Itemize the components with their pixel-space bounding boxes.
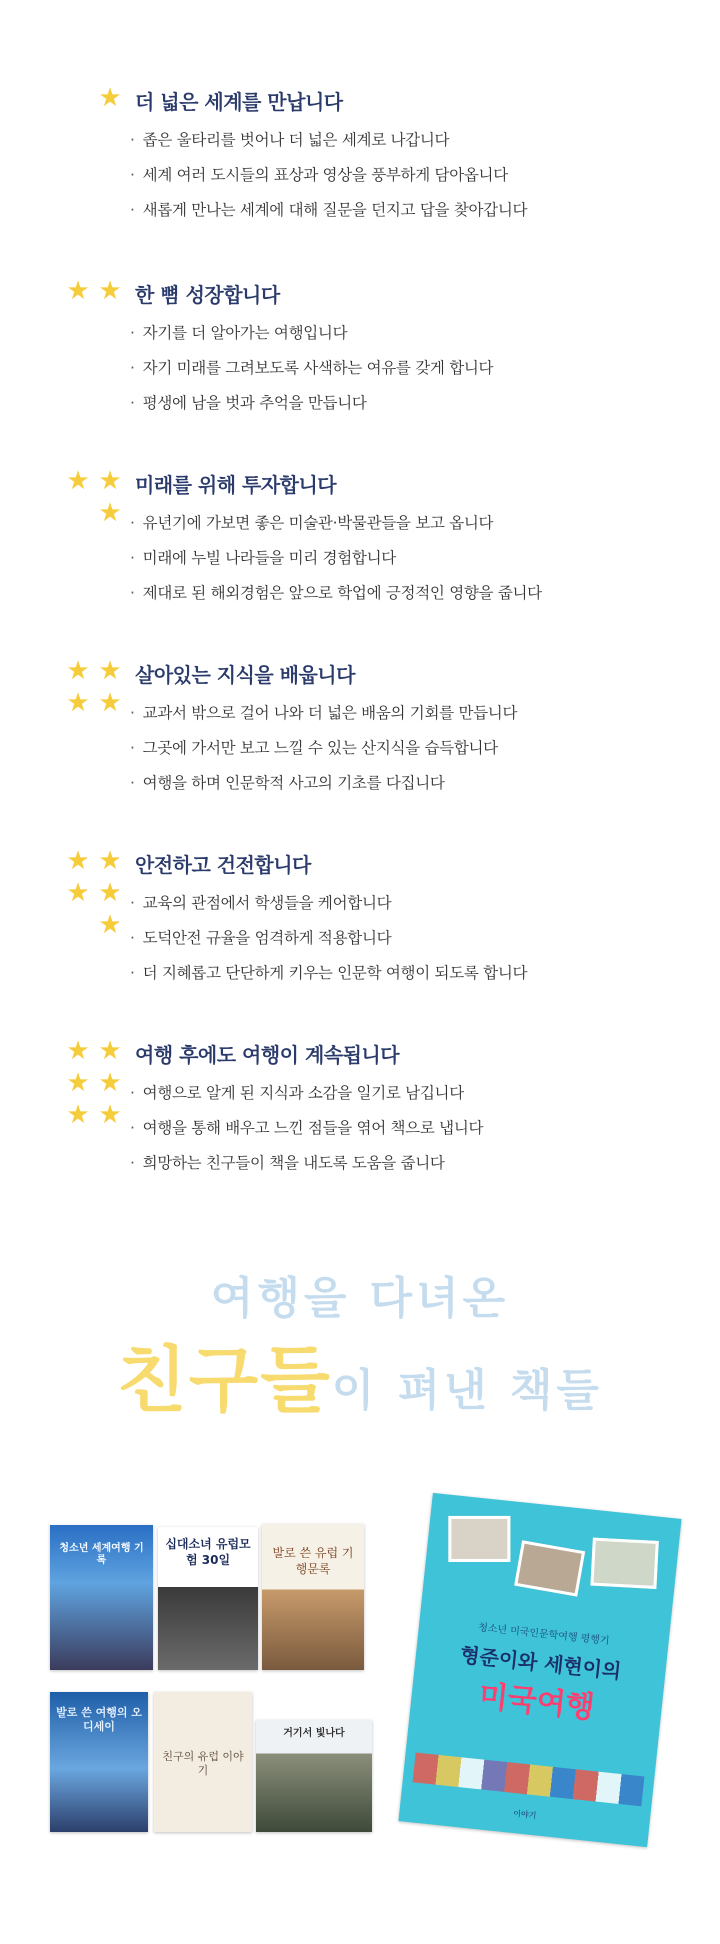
star-icon: ★ xyxy=(66,1036,90,1066)
book-subtitle: 청소년 미국인문학여행 평행기 xyxy=(477,1622,610,1648)
book-cover-3 xyxy=(262,1524,364,1670)
book-title: 친구의 유럽 이야기 xyxy=(162,1750,244,1778)
star-icon: ★ xyxy=(98,1100,122,1130)
list-item: · 제대로 된 해외경험은 앞으로 학업에 긍정적인 영향을 줍니다 xyxy=(130,576,542,611)
star-icon: ★ xyxy=(66,656,90,686)
section-title: 여행 후에도 여행이 계속됩니다 xyxy=(135,1043,400,1067)
item-list xyxy=(130,123,527,228)
list-item: · 여행을 통해 배우고 느낀 점들을 엮어 책으로 냅니다 xyxy=(130,1111,483,1146)
star-icon: ★ xyxy=(98,846,122,876)
section-title: 안전하고 건전합니다 xyxy=(135,853,311,877)
item-list xyxy=(130,316,493,421)
star-icon: ★ xyxy=(98,498,122,528)
star-icon: ★ xyxy=(98,878,122,908)
list-item: · 새롭게 만나는 세계에 대해 질문을 던지고 답을 찾아갑니다 xyxy=(130,193,527,228)
publisher: 이야기 xyxy=(512,1809,537,1821)
star-icon: ★ xyxy=(66,1100,90,1130)
item-list xyxy=(130,506,542,611)
item-list xyxy=(130,886,527,991)
book-cover-1 xyxy=(50,1525,153,1670)
book-title: 발로 쓴 유럽 기행문록 xyxy=(272,1546,354,1576)
list-item: · 세계 여러 도시들의 표상과 영상을 풍부하게 담아옵니다 xyxy=(130,158,527,193)
book-cover-2 xyxy=(158,1527,258,1670)
list-item: · 자기 미래를 그려보도록 사색하는 여유를 갖게 합니다 xyxy=(130,351,493,386)
book-title-highlight: 미국여행 xyxy=(477,1678,597,1726)
list-item: · 도덕안전 규율을 엄격하게 적용합니다 xyxy=(130,921,527,956)
star-icon: ★ xyxy=(98,83,122,113)
item-list xyxy=(130,696,517,801)
book-cover-6 xyxy=(256,1720,372,1832)
star-icon: ★ xyxy=(66,846,90,876)
list-item: · 평생에 남을 벗과 추억을 만듭니다 xyxy=(130,386,493,421)
book-title: 발로 쓴 여행의 오디세이 xyxy=(56,1706,142,1734)
star-icon: ★ xyxy=(98,1036,122,1066)
skyline-illustration xyxy=(413,1752,645,1806)
list-item: · 교과서 밖으로 걸어 나와 더 넓은 배움의 기회를 만듭니다 xyxy=(130,696,517,731)
star-icon: ★ xyxy=(98,1068,122,1098)
item-list xyxy=(130,1076,483,1181)
list-item: · 그곳에 가서만 보고 느낄 수 있는 산지식을 습득합니다 xyxy=(130,731,517,766)
section-title: 미래를 위해 투자합니다 xyxy=(135,473,337,497)
hero-line-2 xyxy=(0,1322,720,1426)
book-cover-5 xyxy=(154,1692,252,1832)
list-item: · 희망하는 친구들이 책을 내도록 도움을 줍니다 xyxy=(130,1146,483,1181)
star-icon: ★ xyxy=(66,466,90,496)
list-item: · 유년기에 가보면 좋은 미술관·박물관들을 보고 옵니다 xyxy=(130,506,542,541)
star-icon: ★ xyxy=(66,276,90,306)
star-icon: ★ xyxy=(66,688,90,718)
book-title: 거기서 빛나다 xyxy=(283,1728,345,1739)
featured-book-cover xyxy=(398,1493,681,1847)
photo-thumbnail xyxy=(514,1540,585,1596)
section-title: 살아있는 지식을 배웁니다 xyxy=(135,663,355,687)
section-title: 더 넓은 세계를 만납니다 xyxy=(135,90,343,114)
star-icon: ★ xyxy=(66,1068,90,1098)
book-title: 형준이와 세현이의 xyxy=(459,1642,623,1684)
list-item: · 교육의 관점에서 학생들을 케어합니다 xyxy=(130,886,527,921)
list-item: · 좁은 울타리를 벗어나 더 넓은 세계로 나갑니다 xyxy=(130,123,527,158)
star-icon: ★ xyxy=(98,688,122,718)
book-title: 십대소녀 유럽모험 30일 xyxy=(165,1537,251,1567)
list-item: · 여행으로 알게 된 지식과 소감을 일기로 남깁니다 xyxy=(130,1076,483,1111)
list-item: · 자기를 더 알아가는 여행입니다 xyxy=(130,316,493,351)
photo-thumbnail xyxy=(448,1516,510,1562)
list-item: · 더 지혜롭고 단단하게 키우는 인문학 여행이 되도록 합니다 xyxy=(130,956,527,991)
section-title: 한 뼘 성장합니다 xyxy=(135,283,280,307)
star-icon: ★ xyxy=(66,878,90,908)
photo-thumbnail xyxy=(590,1538,658,1589)
hero-line-1: 여행을 다녀온 xyxy=(210,1273,510,1324)
star-icon: ★ xyxy=(98,466,122,496)
star-icon: ★ xyxy=(98,910,122,940)
book-title: 청소년 세계여행 기록 xyxy=(59,1543,144,1566)
hero-highlight: 친구들 xyxy=(117,1338,332,1422)
hero-rest: 이 펴낸 책들 xyxy=(331,1365,603,1416)
star-icon: ★ xyxy=(98,276,122,306)
star-icon: ★ xyxy=(98,656,122,686)
list-item: · 미래에 누빌 나라들을 미리 경험합니다 xyxy=(130,541,542,576)
list-item: · 여행을 하며 인문학적 사고의 기초를 다집니다 xyxy=(130,766,517,801)
book-cover-4 xyxy=(50,1692,148,1832)
